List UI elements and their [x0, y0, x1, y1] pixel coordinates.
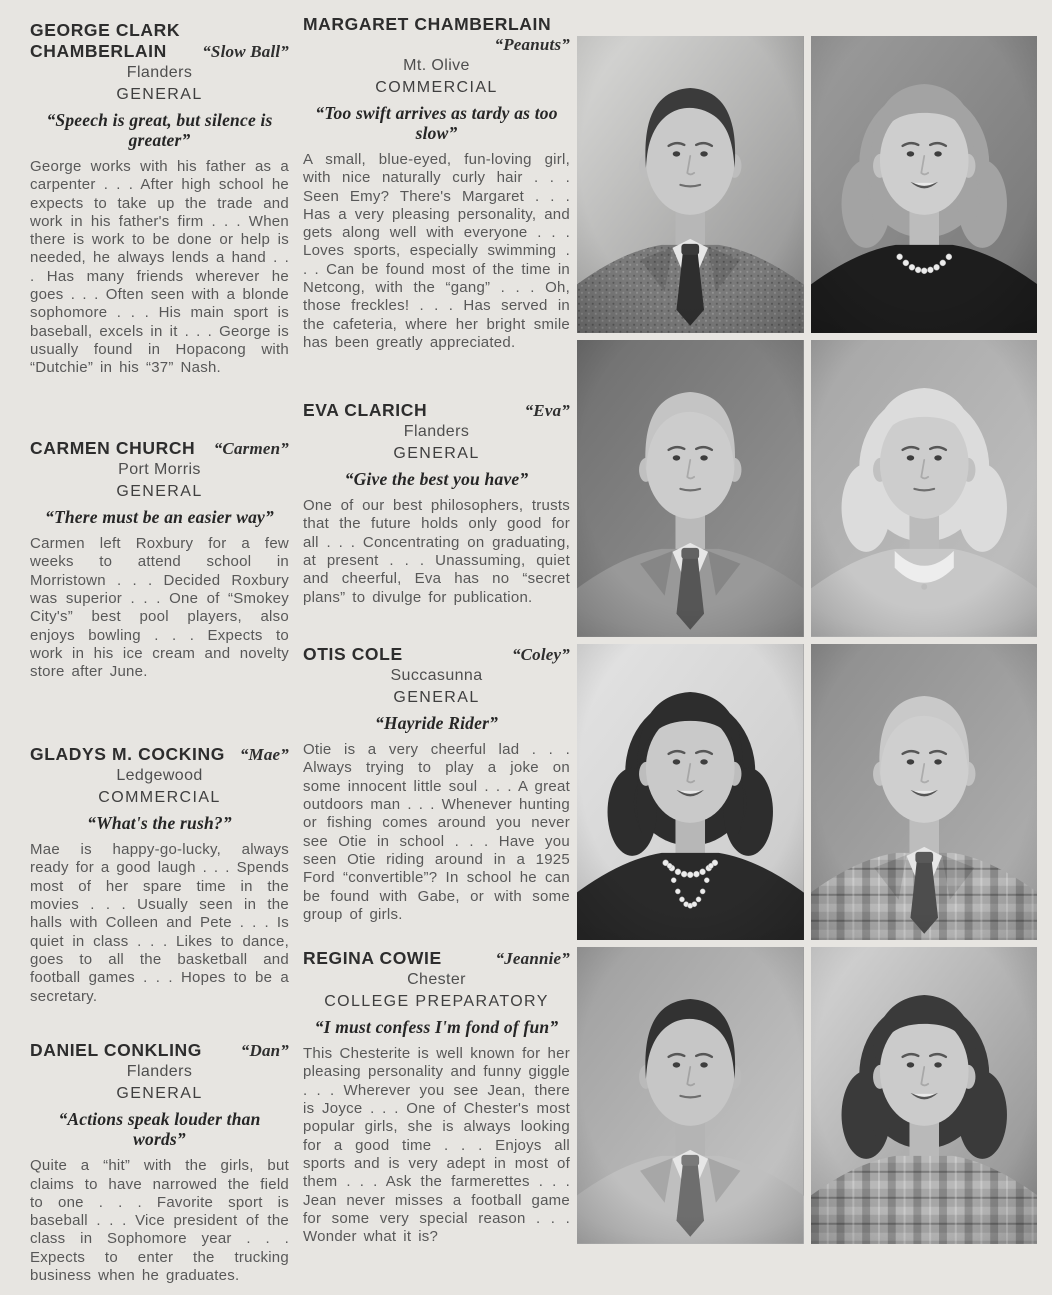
- student-curriculum: COLLEGE PREPARATORY: [324, 993, 549, 1011]
- student-curriculum: COMMERCIAL: [375, 78, 498, 96]
- student-nickname: “Dan”: [240, 1041, 289, 1060]
- student-quote: “Too swift arrives as tardy as too slow”: [315, 102, 558, 143]
- student-curriculum: GENERAL: [393, 689, 480, 707]
- student-entry: [30, 438, 289, 682]
- student-hometown: Mt. Olive: [403, 56, 470, 74]
- student-hometown: Port Morris: [118, 461, 201, 479]
- student-quote: “Actions speak louder than words”: [58, 1109, 261, 1150]
- student-curriculum: GENERAL: [116, 85, 203, 103]
- student-nickname: “Eva”: [524, 401, 570, 420]
- student-hometown: Ledgewood: [116, 767, 203, 785]
- student-bio: One of our best philosophers, trusts that the future holds only good for all . . . Concentrating on graduating, at present . . . Unassuming, quiet and cheerful, Eva has no “secret plans” to divulge for publication.: [303, 497, 570, 606]
- text-column-middle: [303, 0, 570, 1295]
- student-quote: “Hayride Rider”: [374, 713, 499, 734]
- student-curriculum: GENERAL: [116, 1085, 203, 1103]
- portrait-illustration: [577, 947, 804, 1244]
- portrait-illustration: [811, 36, 1038, 333]
- student-name-row: [303, 400, 570, 421]
- portrait-photo-otis-cole: [811, 644, 1038, 941]
- student-nickname: “Slow Ball”: [202, 41, 289, 61]
- portrait-photo-carmen-church: [577, 340, 804, 637]
- student-bio: Carmen left Roxbury for a few weeks to attend school in Morristown . . . Decided Roxbury was superior . . . One of “Smokey City's” best pool players, also enjoys bowling . . . Expects to work in his ice cream and novelty store after June.: [30, 535, 289, 681]
- student-quote: “Give the best you have”: [344, 469, 529, 490]
- student-nickname: “Peanuts”: [494, 34, 570, 54]
- student-curriculum: GENERAL: [393, 445, 480, 463]
- student-entry: [30, 1040, 289, 1285]
- student-name: DANIEL CONKLING: [30, 1040, 203, 1060]
- student-quote: “Speech is great, but silence is greater”: [46, 109, 273, 150]
- student-hometown: Flanders: [126, 63, 193, 81]
- student-name-line1: GEORGE CLARK: [30, 20, 181, 40]
- student-name: CHAMBERLAIN: [30, 40, 167, 61]
- portrait-illustration: [811, 644, 1038, 941]
- portrait-illustration: [577, 644, 804, 941]
- student-bio: Quite a “hit” with the girls, but claims to have narrowed the field to one . . . Favorite sport is baseball . . . Vice president of the class in Sophomore year . . . Expects to enter the trucking business when he graduates.: [30, 1157, 289, 1285]
- student-name: CARMEN CHURCH: [30, 438, 196, 458]
- student-name-row: [303, 35, 570, 55]
- portrait-illustration: [577, 36, 804, 333]
- student-hometown: Flanders: [403, 423, 470, 441]
- student-hometown: Flanders: [126, 1063, 193, 1081]
- student-name: EVA CLARICH: [303, 400, 428, 420]
- student-curriculum: GENERAL: [116, 483, 203, 501]
- portrait-photo-george-chamberlain: [577, 36, 804, 333]
- student-name-row: [30, 41, 289, 62]
- student-bio: A small, blue-eyed, fun-loving girl, with nice naturally curly hair . . . Seen Emy? There's Margaret . . . Has a very pleasing personality, and gets along well with everyone . . . Loves sports, especially swimming . . . Can be found most of the time in Netcong, with the “gang” . . . Oh, those freckles! . . . Has served in the cafeteria, where her bright smile has been greatly appreciated.: [303, 150, 570, 351]
- student-nickname: “Carmen”: [213, 439, 289, 458]
- student-name-row: [30, 744, 289, 765]
- student-entry: [303, 400, 570, 607]
- student-curriculum: COMMERCIAL: [98, 789, 221, 807]
- student-entry: [30, 744, 289, 1006]
- portrait-photo-regina-cowie: [811, 947, 1038, 1244]
- student-hometown: Chester: [407, 971, 466, 989]
- student-name: GLADYS M. COCKING: [30, 744, 225, 764]
- student-quote: “There must be an easier way”: [45, 507, 274, 528]
- student-name-row: [30, 438, 289, 459]
- student-nickname: “Jeannie”: [495, 949, 570, 968]
- student-entry: [30, 20, 289, 378]
- student-name-row: [303, 948, 570, 969]
- student-name-line1: MARGARET CHAMBERLAIN: [303, 14, 552, 34]
- student-name-row: [30, 1040, 289, 1061]
- student-quote: “I must confess I'm fond of fun”: [314, 1017, 559, 1038]
- student-name: OTIS COLE: [303, 644, 403, 664]
- student-name: REGINA COWIE: [303, 948, 442, 968]
- portrait-illustration: [811, 947, 1038, 1244]
- text-column-left: [30, 0, 289, 1295]
- student-bio: Otie is a very cheerful lad . . . Always trying to play a joke on some innocent little soul . . . A great outdoors man . . . Whenever hunting or fishing comes around you never see Otie in school . . . Have you seen Otie riding around in a 1925 Ford “convertible”? In school he can be found with Gabe, or with some group of girls.: [303, 741, 570, 923]
- student-hometown: Succasunna: [390, 667, 483, 685]
- portrait-photo-eva-clarich: [811, 340, 1038, 637]
- portrait-photo-margaret-chamberlain: [811, 36, 1038, 333]
- student-bio: George works with his father as a carpenter . . . After high school he expects to take up the trade and work in his father's firm . . . When there is work to be done or help is needed, he always lends a hand . . . Has many friends wherever he goes . . . Often seen with a blonde sophomore . . . His main sport is baseball, excels in it . . . George is usually found in Hopacong with “Dutchie” in his “37” Nash.: [30, 157, 289, 377]
- student-bio: Mae is happy-go-lucky, always ready for a good laugh . . . Spends most of her spare time in the movies . . . Usually seen in the halls with Colleen and Pete . . . Is quiet in class . . . Likes to dance, goes to all the basketball and football games . . . Hopes to be a secretary.: [30, 841, 289, 1005]
- portrait-illustration: [811, 340, 1038, 637]
- portrait-photo-gladys-cocking: [577, 644, 804, 941]
- student-name-row: [303, 644, 570, 665]
- student-quote: “What's the rush?”: [87, 813, 232, 834]
- student-bio: This Chesterite is well known for her pleasing personality and funny giggle . . . Wherever you see Jean, there is Joyce . . . One of Chester's most popular girls, she is always looking for a good time . . . Enjoys all sports and is very adept in most of them . . . Ask the farmerettes . . . Jean never misses a football game for some very special reason . . . Wonder what it is?: [303, 1045, 570, 1246]
- student-nickname: “Coley”: [511, 645, 570, 664]
- portrait-photo-daniel-conkling: [577, 947, 804, 1244]
- student-entry: [303, 14, 570, 352]
- portrait-photo-grid: [577, 36, 1037, 1244]
- student-entry: [303, 644, 570, 924]
- student-entry: [303, 948, 570, 1246]
- portrait-illustration: [577, 340, 804, 637]
- student-nickname: “Mae”: [239, 745, 289, 764]
